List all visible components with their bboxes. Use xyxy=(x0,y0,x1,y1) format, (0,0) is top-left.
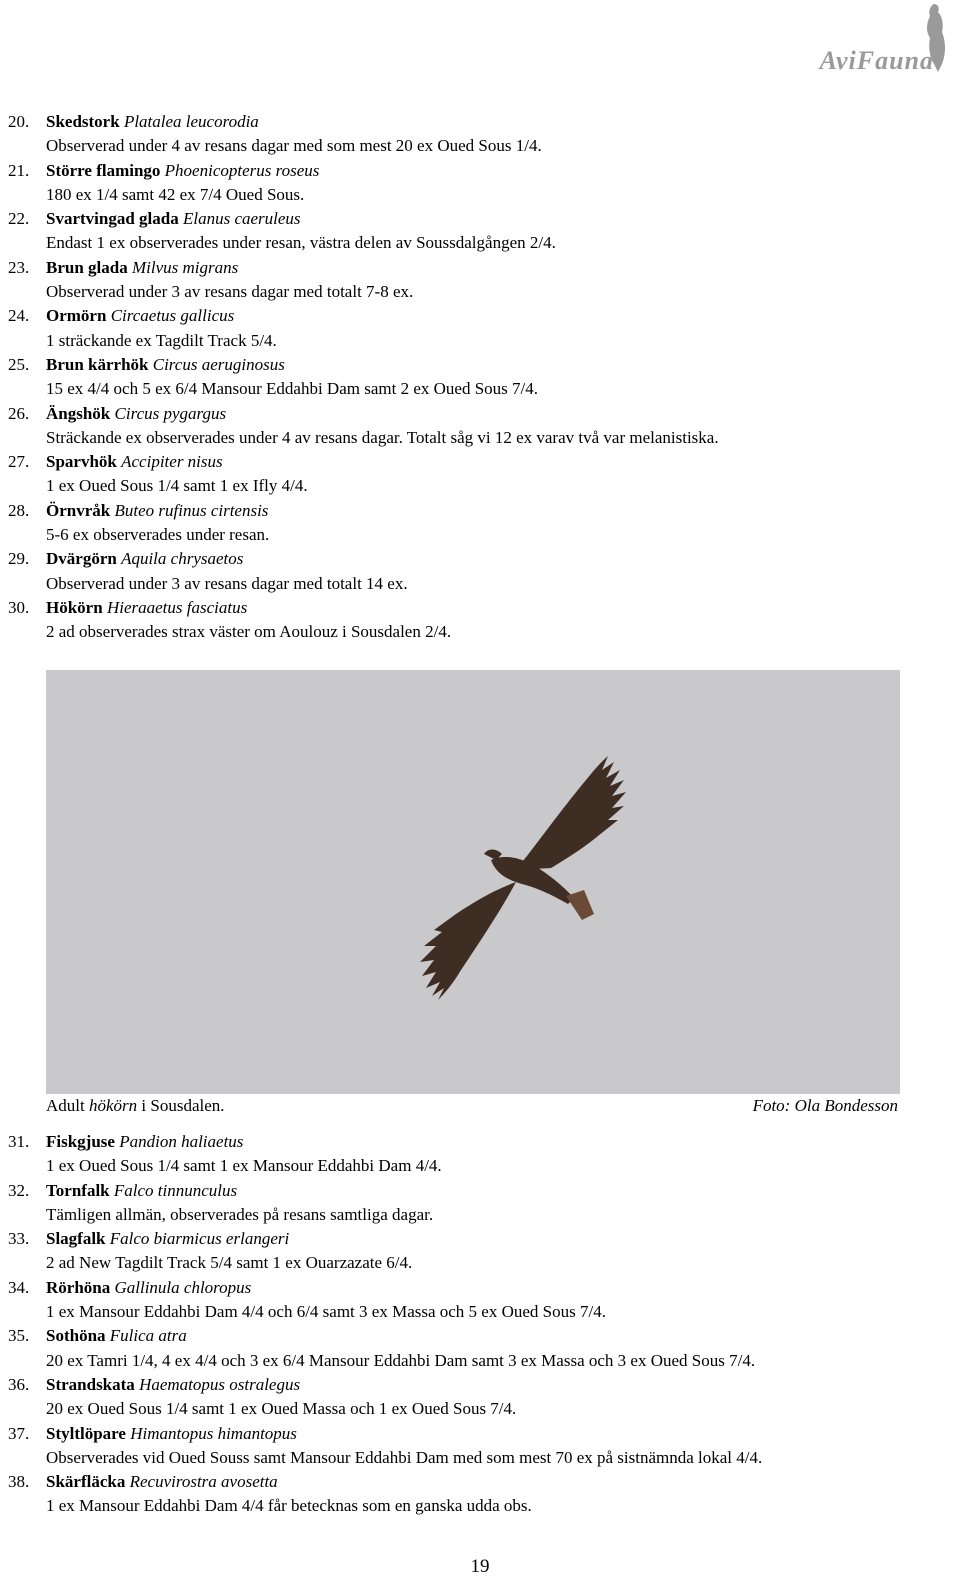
entry-body xyxy=(46,450,948,499)
swedish-name: Brun kärrhök xyxy=(46,354,149,374)
entry-body xyxy=(46,1422,948,1471)
swedish-name: Brun glada xyxy=(46,257,128,277)
entry-description: 20 ex Tamri 1/4, 4 ex 4/4 och 3 ex 6/4 Mansour Eddahbi Dam samt 3 ex Massa och 3 ex Oued Sous 7/4. xyxy=(46,1350,756,1370)
species-entry xyxy=(8,1130,948,1179)
swedish-name: Ängshök xyxy=(46,403,111,423)
entry-description: Endast 1 ex observerades under resan, västra delen av Soussdalgången 2/4. xyxy=(46,233,556,253)
entry-number: 32. xyxy=(8,1180,30,1200)
entry-title xyxy=(46,547,948,571)
entry-body xyxy=(46,304,948,353)
entry-description: 1 ex Mansour Eddahbi Dam 4/4 och 6/4 samt 3 ex Massa och 5 ex Oued Sous 7/4. xyxy=(46,1302,606,1322)
entry-body xyxy=(46,1324,948,1373)
swedish-name: Sparvhök xyxy=(46,452,117,472)
entry-number: 36. xyxy=(8,1374,30,1394)
species-entry xyxy=(8,402,948,451)
species-list-bottom xyxy=(8,1130,948,1519)
entry-title xyxy=(46,159,948,183)
species-entry xyxy=(8,207,948,256)
swedish-name: Slagfalk xyxy=(46,1229,106,1249)
eagle-photo-icon xyxy=(46,670,900,1094)
entry-number: 31. xyxy=(8,1132,30,1151)
entry-description: 20 ex Oued Sous 1/4 samt 1 ex Oued Massa och 1 ex Oued Sous 7/4. xyxy=(46,1399,517,1419)
photo-hokorn xyxy=(46,670,900,1094)
entry-body xyxy=(46,1373,948,1422)
entry-number: 22. xyxy=(8,209,30,229)
entry-number: 28. xyxy=(8,500,30,520)
swedish-name: Ormörn xyxy=(46,306,107,326)
species-entry xyxy=(8,353,948,402)
entry-description: 1 ex Mansour Eddahbi Dam 4/4 får betecknas som en ganska udda obs. xyxy=(46,1496,532,1516)
species-entry xyxy=(8,1324,948,1373)
swedish-name: Örnvråk xyxy=(46,500,111,520)
entry-title xyxy=(46,110,948,134)
entry-body xyxy=(46,596,948,645)
entry-body xyxy=(46,547,948,596)
species-entry xyxy=(8,1422,948,1471)
latin-name: Circus pygargus xyxy=(114,403,227,423)
swedish-name: Dvärgörn xyxy=(46,549,117,569)
entry-number: 21. xyxy=(8,160,30,180)
logo-text: AviFauna xyxy=(819,46,934,75)
entry-title xyxy=(46,1179,948,1203)
entry-title xyxy=(46,256,948,280)
entry-title xyxy=(46,1470,948,1494)
species-entry xyxy=(8,159,948,208)
photo-caption xyxy=(46,1094,898,1118)
entry-number: 26. xyxy=(8,403,30,423)
entry-body xyxy=(46,402,948,451)
entry-body xyxy=(46,207,948,256)
latin-name: Pandion haliaetus xyxy=(119,1132,244,1151)
species-entry xyxy=(8,450,948,499)
latin-name: Platalea leucorodia xyxy=(123,112,259,131)
species-entry xyxy=(8,1373,948,1422)
entry-number: 20. xyxy=(8,112,30,131)
latin-name: Gallinula chloropus xyxy=(114,1277,252,1297)
entry-description: Observerad under 3 av resans dagar med totalt 7-8 ex. xyxy=(46,282,414,302)
swedish-name: Styltlöpare xyxy=(46,1423,126,1443)
species-list-top xyxy=(8,110,948,645)
latin-name: Falco tinnunculus xyxy=(113,1180,238,1200)
latin-name: Fulica atra xyxy=(109,1326,187,1346)
entry-title xyxy=(46,1373,948,1397)
species-entry xyxy=(8,1276,948,1325)
entry-body xyxy=(46,159,948,208)
entry-number: 29. xyxy=(8,549,30,569)
entry-number: 34. xyxy=(8,1277,30,1297)
species-entry xyxy=(8,499,948,548)
latin-name: Circus aeruginosus xyxy=(152,354,285,374)
entry-title xyxy=(46,1276,948,1300)
entry-title xyxy=(46,1422,948,1446)
swedish-name: Tornfalk xyxy=(46,1180,110,1200)
entry-body xyxy=(46,1179,948,1228)
entry-number: 30. xyxy=(8,597,30,617)
entry-description: Tämligen allmän, observerades på resans samtliga dagar. xyxy=(46,1204,434,1224)
entry-title xyxy=(46,304,948,328)
entry-description: Observerad under 3 av resans dagar med totalt 14 ex. xyxy=(46,573,408,593)
swedish-name: Hökörn xyxy=(46,597,103,617)
latin-name: Hieraaetus fasciatus xyxy=(106,597,248,617)
latin-name: Buteo rufinus cirtensis xyxy=(114,500,269,520)
entry-description: 5-6 ex observerades under resan. xyxy=(46,525,270,545)
species-entry xyxy=(8,256,948,305)
entry-number: 27. xyxy=(8,452,30,472)
entry-description: Observerades vid Oued Souss samt Mansour Eddahbi Dam med som mest 70 ex på sistnämnda lokal 4/4. xyxy=(46,1447,763,1467)
photo-credit: Foto: Ola Bondesson xyxy=(752,1096,898,1115)
caption-text xyxy=(46,1094,225,1118)
species-entry xyxy=(8,596,948,645)
caption-species: hökörn xyxy=(88,1096,138,1115)
species-entry xyxy=(8,1179,948,1228)
entry-body xyxy=(46,1276,948,1325)
species-entry xyxy=(8,1227,948,1276)
latin-name: Recuvirostra avosetta xyxy=(129,1472,278,1492)
entry-description: 1 ex Oued Sous 1/4 samt 1 ex Ifly 4/4. xyxy=(46,476,308,496)
entry-body xyxy=(46,353,948,402)
entry-description: 15 ex 4/4 och 5 ex 6/4 Mansour Eddahbi Dam samt 2 ex Oued Sous 7/4. xyxy=(46,379,538,399)
latin-name: Circaetus gallicus xyxy=(110,306,235,326)
latin-name: Falco biarmicus erlangeri xyxy=(109,1229,290,1249)
avifauna-logo xyxy=(782,0,952,78)
entry-title xyxy=(46,207,948,231)
entry-body xyxy=(46,1227,948,1276)
entry-title xyxy=(46,402,948,426)
latin-name: Himantopus himantopus xyxy=(130,1423,297,1443)
species-entry xyxy=(8,304,948,353)
entry-title xyxy=(46,596,948,620)
latin-name: Aquila chrysaetos xyxy=(121,549,244,569)
entry-description: Sträckande ex observerades under 4 av resans dagar. Totalt såg vi 12 ex varav två var melanistiska. xyxy=(46,427,719,447)
swedish-name: Större flamingo xyxy=(46,160,161,180)
species-entry xyxy=(8,547,948,596)
entry-description: Observerad under 4 av resans dagar med som mest 20 ex Oued Sous 1/4. xyxy=(46,136,542,156)
entry-description: 1 sträckande ex Tagdilt Track 5/4. xyxy=(46,330,277,350)
caption-prefix: Adult xyxy=(46,1096,89,1115)
entry-number: 38. xyxy=(8,1472,30,1492)
entry-description: 2 ad observerades strax väster om Aoulouz i Sousdalen 2/4. xyxy=(46,622,452,642)
entry-title xyxy=(46,450,948,474)
latin-name: Elanus caeruleus xyxy=(182,209,301,229)
entry-number: 25. xyxy=(8,354,30,374)
latin-name: Haematopus ostralegus xyxy=(139,1374,301,1394)
swedish-name: Skärfläcka xyxy=(46,1472,126,1492)
page-number: 19 xyxy=(470,1556,490,1577)
entry-title xyxy=(46,1324,948,1348)
swedish-name: Strandskata xyxy=(46,1374,135,1394)
entry-title xyxy=(46,353,948,377)
entry-number: 33. xyxy=(8,1229,30,1249)
entry-body xyxy=(46,499,948,548)
entry-number: 35. xyxy=(8,1326,30,1346)
species-entry xyxy=(8,1470,948,1519)
latin-name: Accipiter nisus xyxy=(121,452,223,472)
latin-name: Phoenicopterus roseus xyxy=(164,160,320,180)
entry-title xyxy=(46,499,948,523)
swedish-name: Rörhöna xyxy=(46,1277,111,1297)
latin-name: Milvus migrans xyxy=(131,257,239,277)
entry-body xyxy=(46,1130,948,1179)
entry-description: 2 ad New Tagdilt Track 5/4 samt 1 ex Ouarzazate 6/4. xyxy=(46,1253,413,1273)
entry-description: 1 ex Oued Sous 1/4 samt 1 ex Mansour Eddahbi Dam 4/4. xyxy=(46,1156,442,1176)
swedish-name: Fiskgjuse xyxy=(46,1132,115,1151)
swedish-name: Svartvingad glada xyxy=(46,209,179,229)
entry-title xyxy=(46,1227,948,1251)
entry-description: 180 ex 1/4 samt 42 ex 7/4 Oued Sous. xyxy=(46,184,305,204)
entry-number: 23. xyxy=(8,257,30,277)
entry-body xyxy=(46,1470,948,1519)
entry-number: 37. xyxy=(8,1423,30,1443)
entry-number: 24. xyxy=(8,306,30,326)
entry-body xyxy=(46,110,948,159)
entry-title xyxy=(46,1130,948,1154)
caption-suffix: i Sousdalen. xyxy=(137,1096,225,1115)
entry-body xyxy=(46,256,948,305)
swedish-name: Sothöna xyxy=(46,1326,106,1346)
species-entry xyxy=(8,110,948,159)
swedish-name: Skedstork xyxy=(46,112,120,131)
